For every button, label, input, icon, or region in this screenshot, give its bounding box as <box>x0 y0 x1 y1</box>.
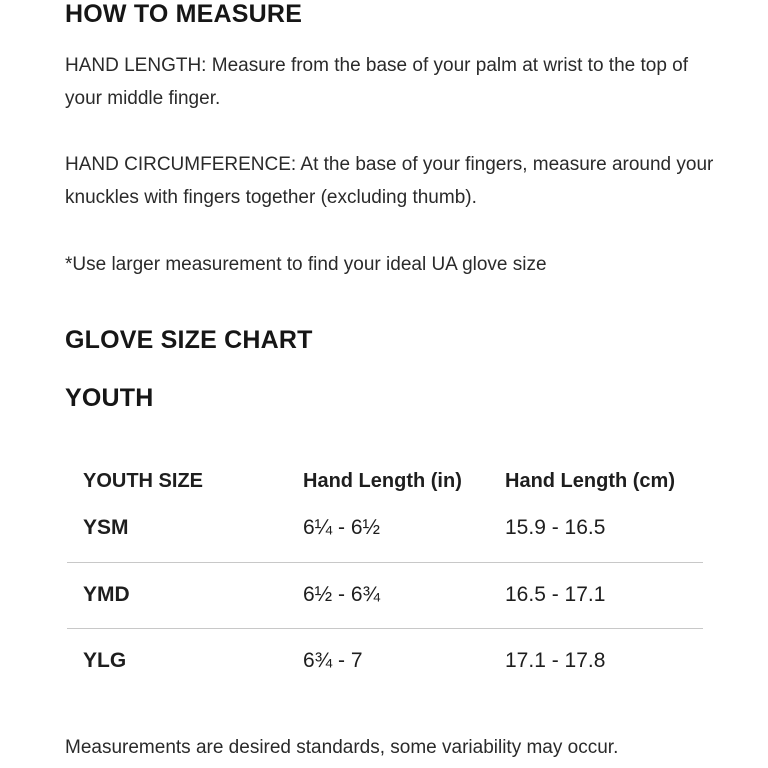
cm-cell: 15.9 - 16.5 <box>505 516 606 539</box>
column-header-hand-length-in: Hand Length (in) <box>303 470 462 492</box>
cm-cell: 17.1 - 17.8 <box>505 649 606 672</box>
column-header-hand-length-cm: Hand Length (cm) <box>505 470 675 492</box>
inches-cell: 6¾ - 7 <box>303 649 363 672</box>
glove-size-chart-heading: GLOVE SIZE CHART <box>65 326 313 354</box>
hand-circumference-instruction: HAND CIRCUMFERENCE: At the base of your fingers, measure around your knuckles with fingers together (excluding thumb). <box>65 154 714 208</box>
inches-cell: 6½ - 6¾ <box>303 583 381 606</box>
size-cell: YMD <box>83 583 130 606</box>
inches-cell: 6¼ - 6½ <box>303 516 381 539</box>
size-cell: YLG <box>83 649 127 672</box>
size-cell: YSM <box>83 516 129 539</box>
table-row <box>67 628 703 694</box>
table-row <box>67 506 703 562</box>
youth-subheading: YOUTH <box>65 384 154 412</box>
cm-cell: 16.5 - 17.1 <box>505 583 606 606</box>
hand-length-instruction: HAND LENGTH: Measure from the base of your palm at wrist to the top of your middle finger. <box>65 55 689 109</box>
youth-size-table <box>67 462 703 694</box>
table-row <box>67 562 703 628</box>
sizing-note: *Use larger measurement to find your ideal UA glove size <box>65 254 547 275</box>
variability-disclaimer: Measurements are desired standards, some variability may occur. <box>65 737 619 758</box>
how-to-measure-heading: HOW TO MEASURE <box>65 0 303 28</box>
table-header-row <box>67 462 703 506</box>
column-header-youth-size: YOUTH SIZE <box>83 470 204 492</box>
